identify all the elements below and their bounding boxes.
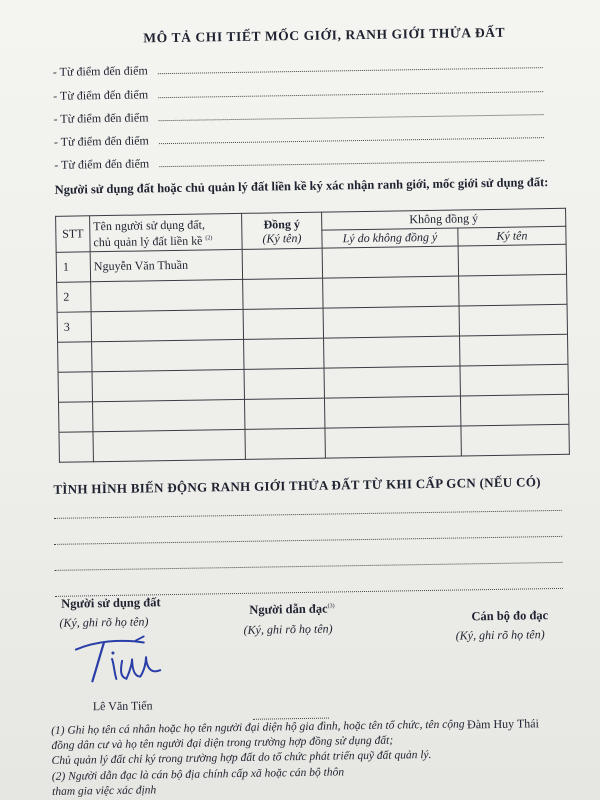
boundary-point-row [54,124,544,150]
cell-name [91,309,243,341]
cell-reason [324,336,460,368]
cell-stt: 2 [57,282,91,313]
cell-agree [242,248,322,279]
header-agree-sub: (Ký tên) [262,230,302,246]
cell-sign [458,244,566,276]
cell-sign [460,394,568,426]
survey-guide-title [249,601,335,617]
footnote-line: đồng dân cư và họ tên người đại diện trong trường hợp đồng sử dụng đất; [51,734,394,752]
boundary-point-label: - Từ điểm đến điểm [53,110,149,126]
land-user-name: Lê Văn Tiến [92,698,153,714]
cell-sign [460,334,568,366]
cell-agree [243,308,323,339]
header-agree-label: Đồng ý [263,216,301,232]
boundary-point-row [53,78,543,104]
cell-reason [324,366,460,398]
cell-name [92,369,244,401]
cell-stt [59,432,93,463]
cell-reason [325,426,461,458]
cell-reason [323,276,459,308]
header-name-footnote-mark: (2) [205,234,213,241]
footnote-line: tham gia việc xác định [52,784,157,798]
dotted-fill-line [158,67,543,74]
dotted-fill-line [159,137,544,144]
cell-name [92,339,244,371]
cell-stt [58,342,92,373]
surveyor-note: (Ký, ghi rõ họ tên) [455,627,545,643]
page-title: MÔ TẢ CHI TIẾT MỐC GIỚI, RANH GIỚI THỬA ĐẤT [143,24,506,46]
header-name-line1: Tên người sử dụng đất, [93,216,206,233]
boundary-point-label: - Từ điểm đến điểm [53,87,149,103]
surveyor-name: Đàm Huy Thái [467,716,539,732]
cell-sign [461,424,569,456]
cell-name: Nguyễn Văn Thuần [90,249,242,281]
cell-reason [323,306,459,338]
cell-sign [460,364,568,396]
dotted-fill-line [55,562,563,571]
header-name-line2: chủ quản lý đất liền kề [93,233,203,249]
survey-guide-footnote-mark: (3) [327,603,335,610]
cell-agree [244,398,324,429]
cell-reason [322,246,458,278]
header-sign: Ký tên [458,226,566,246]
dotted-fill-line [54,510,562,519]
cell-name [91,279,243,311]
header-agree [242,212,323,249]
header-reason: Lý do không đồng ý [322,228,458,248]
cell-stt [58,372,92,403]
boundary-point-row [53,54,543,80]
land-user-note: (Ký, ghi rõ họ tên) [59,614,149,630]
cell-agree [244,368,324,399]
surveyor-title: Cán bộ đo đạc [471,608,549,624]
cell-stt: 1 [56,252,90,283]
dotted-fill-line [159,114,544,121]
cell-name [93,399,245,431]
cell-stt: 3 [57,312,91,343]
survey-guide-title-text: Người dẫn đạc [249,601,328,617]
cell-stt [59,402,93,433]
cell-sign [459,304,567,336]
footnote-line: (1) Ghi họ tên cá nhân hoặc họ tên người đại diện hộ gia đình, hoặc tên tổ chức, tên cộng [51,718,465,737]
dotted-fill-line [158,91,543,98]
header-stt: STT [56,216,91,253]
sign-intro-text: Người sử dụng đất hoặc chủ quản lý đất liền kề ký xác nhận ranh giới, mốc giới sử dụng đất: [54,175,549,197]
cell-agree [243,278,323,309]
footnote-line: (2) Người dẫn đạc là cán bộ địa chính cấp xã hoặc cán bộ thôn [51,766,345,783]
cell-agree [245,428,325,459]
dotted-fill-line [159,160,544,167]
dotted-fill-line [54,536,562,545]
land-user-title: Người sử dụng đất [61,595,161,611]
survey-guide-note: (Ký, ghi rõ họ tên) [243,621,333,637]
header-disagree: Không đồng ý [322,208,566,230]
footnote-line: Chủ quản lý đất chỉ ký trong trường hợp đất do tổ chức phát triển quỹ đất quản lý. [51,748,432,767]
land-user-signature [70,630,171,690]
boundary-point-label: - Từ điểm đến điểm [54,156,150,172]
cell-agree [244,338,324,369]
cell-sign [459,274,567,306]
boundary-point-label: - Từ điểm đến điểm [52,63,148,79]
section-title-boundary-changes: TÌNH HÌNH BIẾN ĐỘNG RANH GIỚI THỬA ĐẤT TỪ KHI CẤP GCN (NẾU CÓ) [53,474,541,497]
cell-reason [324,396,460,428]
neighbor-confirmation-table [55,208,570,463]
header-name [90,213,243,251]
boundary-point-row [54,147,544,173]
boundary-point-row [53,101,543,127]
boundary-point-label: - Từ điểm đến điểm [53,133,149,149]
cell-name [93,429,245,461]
